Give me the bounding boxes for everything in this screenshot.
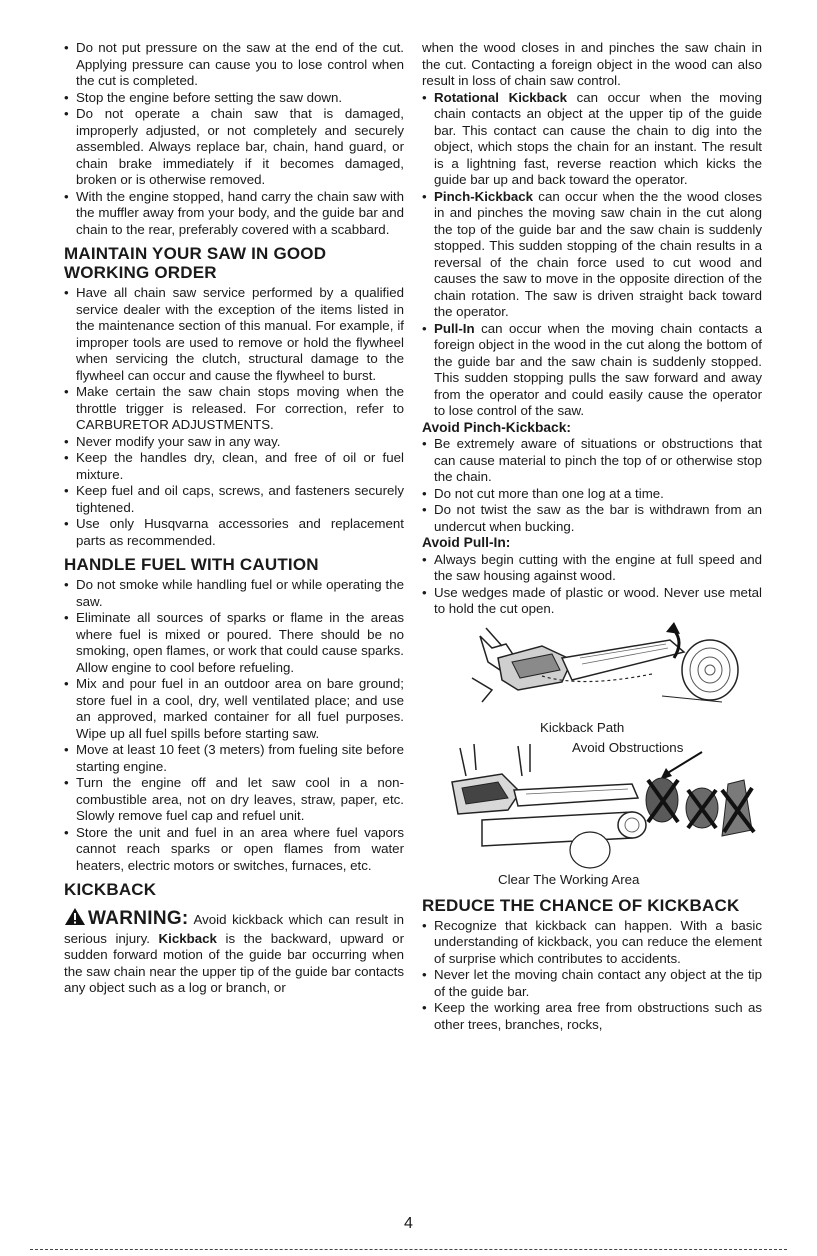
avoid-pinch-list: [422, 436, 762, 535]
list-item: • Do not cut more than one log at a time.: [422, 486, 762, 503]
warning-text-cont: is the backward, upward or sudden forward motion of the guide bar occurring when the saw chain near the upper tip of the guide bar contacts any object such as a log or branch, or: [64, 930, 404, 995]
page-number: 4: [404, 1215, 413, 1232]
clear-working-area-figure: [422, 740, 762, 890]
list-item: • Use only Husqvarna accessories and replacement parts as recommended.: [64, 516, 404, 549]
list-item: • Do not operate a chain saw that is damaged, improperly adjusted, or not completely and securely assembled. Always replace bar, chain, hand guard, or chain brake immediately if it becomes damaged, broken or is otherwise removed.: [64, 106, 404, 189]
term-pinch-kickback: Pinch-Kickback: [434, 188, 534, 204]
warning-triangle-icon: [64, 907, 86, 931]
list-item: • Make certain the saw chain stops moving when the throttle trigger is released. For correction, refer to CARBURETOR ADJUSTMENTS.: [64, 384, 404, 434]
maintain-list: [64, 285, 404, 549]
list-item: • Never let the moving chain contact any object at the tip of the guide bar.: [422, 967, 762, 1000]
saw-handling-list: [64, 40, 404, 238]
warning-text: Avoid kickback which can result in serious injury.: [64, 912, 405, 946]
kickback-path-figure: [422, 618, 762, 736]
term-pull-in: Pull-In: [434, 320, 475, 336]
avoid-pull-heading: Avoid Pull-In:: [422, 535, 511, 550]
right-column: [422, 40, 762, 1033]
list-item: [422, 90, 762, 189]
fuel-heading: HANDLE FUEL WITH CAUTION: [64, 555, 319, 574]
avoid-pull-list: [422, 552, 762, 618]
fuel-list: [64, 577, 404, 874]
kickback-path-illustration: [422, 618, 762, 718]
kickback-types-list: [422, 90, 762, 420]
clear-working-area-illustration: [422, 740, 762, 870]
list-item: • Turn the engine off and let saw cool in a non-combustible area, not on dry leaves, straw, paper, etc. Slowly remove fuel cap and refuel unit.: [64, 775, 404, 825]
figure-caption: Clear The Working Area: [498, 871, 640, 887]
list-item: • Be extremely aware of situations or obstructions that can cause material to pinch the top of or otherwise stop the chain.: [422, 436, 762, 486]
list-item: [422, 321, 762, 420]
term-rotational-kickback: Rotational Kickback: [434, 89, 567, 105]
warning-label: WARNING:: [88, 908, 189, 929]
figure-caption: Kickback Path: [540, 719, 625, 735]
reduce-kickback-heading: REDUCE THE CHANCE OF KICKBACK: [422, 895, 740, 915]
list-item: • Keep the working area free from obstructions such as other trees, branches, rocks,: [422, 1000, 762, 1033]
list-item: • Move at least 10 feet (3 meters) from fueling site before starting engine.: [64, 742, 404, 775]
list-item: • Do not put pressure on the saw at the end of the cut. Applying pressure can cause you to lose control when the cut is completed.: [64, 40, 404, 90]
list-item: • Always begin cutting with the engine at full speed and the saw housing against wood.: [422, 552, 762, 585]
list-item: • Keep fuel and oil caps, screws, and fasteners securely tightened.: [64, 483, 404, 516]
maintain-heading: MAINTAIN YOUR SAW IN GOOD WORKING ORDER: [64, 244, 327, 282]
figure-label: Avoid Obstructions: [572, 739, 684, 755]
list-item: • With the engine stopped, hand carry the chain saw with the muffler away from your body, and the guide bar and chain to the rear, preferably covered with a scabbard.: [64, 189, 404, 239]
list-item: • Do not smoke while handling fuel or while operating the saw.: [64, 577, 404, 610]
list-item: • Keep the handles dry, clean, and free of oil or fuel mixture.: [64, 450, 404, 483]
bottom-divider: [30, 1249, 787, 1250]
list-item: • Never modify your saw in any way.: [64, 434, 404, 451]
term-description: can occur when the moving chain contacts a foreign object in the wood in the cut along the bottom of the guide bar and the saw chain is suddenly stopped. This sudden stopping pulls the saw forward and away from the operator and could easily cause the operator to lose control of the saw.: [434, 320, 762, 418]
warning-term: Kickback: [158, 930, 217, 946]
list-item: • Store the unit and fuel in an area where fuel vapors cannot reach sparks or open flames from water heaters, electric motors or switches, furnaces, etc.: [64, 825, 404, 875]
list-item: • Eliminate all sources of sparks or flame in the areas where fuel is mixed or poured. There should be no smoking, open flames, or work that could cause sparks. Allow engine to cool before refueling.: [64, 610, 404, 676]
list-item: • Use wedges made of plastic or wood. Never use metal to hold the cut open.: [422, 585, 762, 618]
list-item: • Recognize that kickback can happen. With a basic understanding of kickback, you can reduce the element of surprise which contributes to accidents.: [422, 918, 762, 968]
kickback-heading: KICKBACK: [64, 880, 157, 899]
left-column: [64, 40, 404, 1010]
list-item: • Do not twist the saw as the bar is withdrawn from an undercut when bucking.: [422, 502, 762, 535]
list-item: [422, 189, 762, 321]
list-item: • Have all chain saw service performed by a qualified service dealer with the exception of the items listed in the maintenance section of this manual. For example, if improper tools are used to remove or hold the flywheel when servicing the clutch, structural damage to the flywheel can occur and cause the flywheel to burst.: [64, 285, 404, 384]
reduce-kickback-list: [422, 918, 762, 1034]
list-item: • Mix and pour fuel in an outdoor area on bare ground; store fuel in a cool, dry, well ventilated place; and use an approved, marked container for all fuel purposes. Wipe up all fuel spills before starting saw.: [64, 676, 404, 742]
term-description: can occur when the the wood closes in and pinches the moving saw chain in the cut along the top of the guide bar and the saw chain is suddenly stopped. This sudden stopping of the chain results in a reversal of the chain force used to cut wood and causes the saw to move in the opposite direction of the chain rotation. The saw is driven straight back toward the operator.: [434, 188, 762, 319]
avoid-pinch-heading: Avoid Pinch-Kickback:: [422, 419, 571, 435]
kickback-warning: [64, 907, 404, 997]
list-item: • Stop the engine before setting the saw down.: [64, 90, 404, 107]
kickback-intro: when the wood closes in and pinches the saw chain in the cut. Contacting a foreign object in the wood can also result in loss of chain saw control.: [422, 40, 762, 88]
term-description: can occur when the moving chain contacts an object at the upper tip of the guide bar. This contact can cause the chain to dig into the object, which stops the chain for an instant. The result is a lightning fast, reverse reaction which kicks the guide bar up and back toward the operator.: [434, 89, 762, 187]
